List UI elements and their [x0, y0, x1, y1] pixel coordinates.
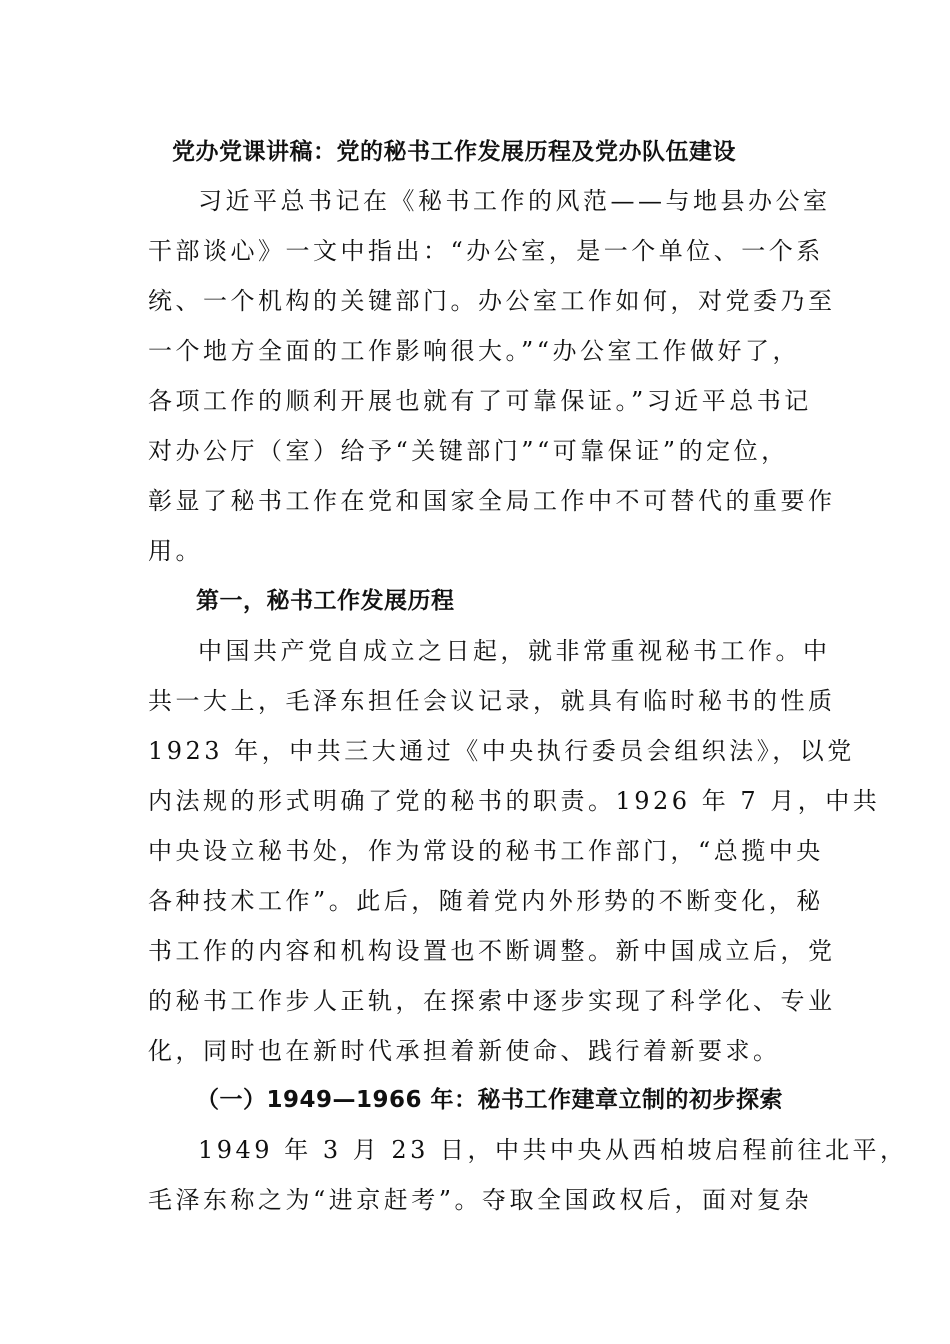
paragraph-line: 中国共产党自成立之日起，就非常重视秘书工作。中 — [198, 637, 831, 665]
subsection-heading: （一）1949—1966 年：秘书工作建章立制的初步探索 — [196, 1087, 784, 1113]
paragraph-line: 化，同时也在新时代承担着新使命、践行着新要求。 — [148, 1037, 781, 1065]
paragraph-line: 各项工作的顺利开展也就有了可靠保证。”习近平总书记 — [148, 387, 812, 415]
paragraph-line: 内法规的形式明确了党的秘书的职责。1926 年 7 月，中共 — [148, 787, 881, 815]
paragraph-line: 中央设立秘书处，作为常设的秘书工作部门，“总揽中央 — [148, 837, 824, 865]
paragraph-line: 彰显了秘书工作在党和国家全局工作中不可替代的重要作 — [148, 487, 836, 515]
document-title: 党办党课讲稿：党的秘书工作发展历程及党办队伍建设 — [172, 139, 736, 165]
paragraph-line: 书工作的内容和机构设置也不断调整。新中国成立后，党 — [148, 937, 836, 965]
paragraph-line: 1923 年，中共三大通过《中央执行委员会组织法》，以党 — [148, 737, 855, 765]
paragraph-line: 1949 年 3 月 23 日，中共中央从西柏坡启程前往北平， — [198, 1136, 908, 1164]
paragraph-line: 各种技术工作”。此后，随着党内外形势的不断变化，秘 — [148, 887, 824, 915]
paragraph-line: 习近平总书记在《秘书工作的风范——与地县办公室 — [198, 187, 831, 215]
paragraph-line: 共一大上，毛泽东担任会议记录，就具有临时秘书的性质 — [148, 687, 836, 715]
paragraph-line: 对办公厅（室）给予“关键部门”“可靠保证”的定位， — [148, 437, 789, 465]
section-heading: 第一，秘书工作发展历程 — [196, 588, 455, 614]
paragraph-line: 统、一个机构的关键部门。办公室工作如何，对党委乃至 — [148, 287, 836, 315]
paragraph-line: 毛泽东称之为“进京赶考”。夺取全国政权后，面对复杂 — [148, 1186, 813, 1214]
paragraph-line: 用。 — [148, 537, 203, 565]
paragraph-line: 干部谈心》一文中指出：“办公室，是一个单位、一个系 — [148, 237, 824, 265]
paragraph-line: 的秘书工作步人正轨，在探索中逐步实现了科学化、专业 — [148, 987, 836, 1015]
paragraph-line: 一个地方全面的工作影响很大。”“办公室工作做好了， — [148, 337, 801, 365]
